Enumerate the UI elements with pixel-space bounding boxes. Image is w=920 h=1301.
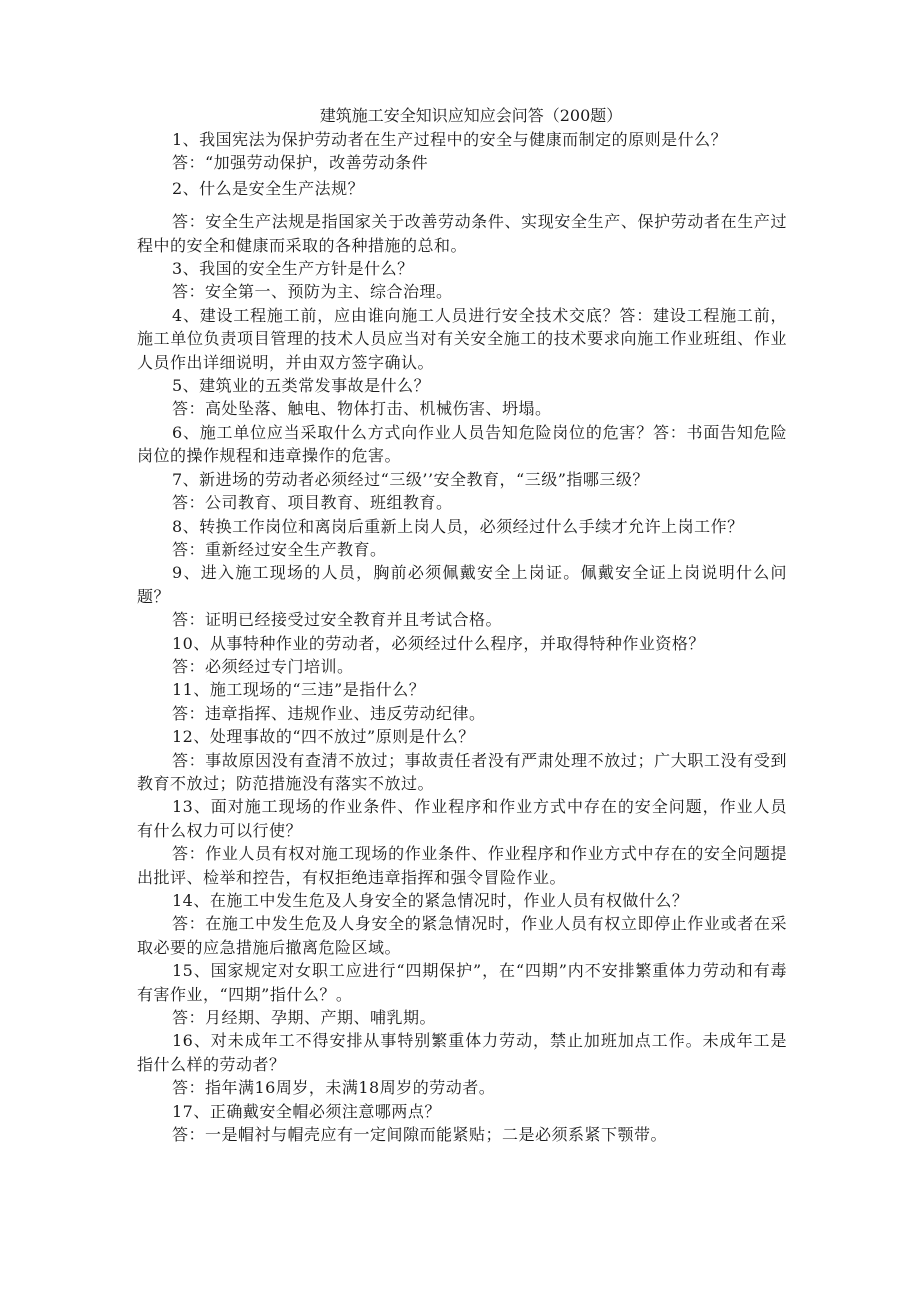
paragraph-a17: 答：一是帽衬与帽壳应有一定间隙而能紧贴；二是必须系紧下颚带。 bbox=[172, 1125, 668, 1145]
paragraph-a9: 答：证明已经接受过安全教育并且考试合格。 bbox=[172, 610, 503, 630]
paragraph-q11: 11、施工现场的“三违”是指什么？ bbox=[172, 680, 426, 700]
paragraph-a5: 答：高处坠落、触电、物体打击、机械伤害、坍塌。 bbox=[172, 399, 552, 419]
paragraph-q9: 9、进入施工现场的人员，胸前必须佩戴安全上岗证。佩戴安全证上岗说明什么问题？ bbox=[137, 563, 787, 606]
paragraph-q16: 16、对未成年工不得安排从事特别繁重体力劳动，禁止加班加点工作。未成年工是指什么样的劳动者？ bbox=[137, 1031, 787, 1074]
document-page bbox=[137, 104, 787, 1146]
paragraph-q13: 13、面对施工现场的作业条件、作业程序和作业方式中存在的安全问题，作业人员有什么权力可以行使？ bbox=[137, 797, 787, 840]
paragraph-a3: 答：安全第一、预防为主、综合治理。 bbox=[172, 282, 453, 302]
paragraph-a13: 答：作业人员有权对施工现场的作业条件、作业程序和作业方式中存在的安全问题提出批评、检举和控告，有权拒绝违章指挥和强令冒险作业。 bbox=[137, 844, 787, 887]
paragraph-q4: 4、建设工程施工前，应由谁向施工人员进行安全技术交底？答：建设工程施工前，施工单位负责项目管理的技术人员应当对有关安全施工的技术要求向施工作业班组、作业人员作出详细说明，并由双方签字确认。 bbox=[137, 305, 787, 372]
paragraph-a12: 答：事故原因没有查清不放过；事故责任者没有严肃处理不放过；广大职工没有受到教育不放过；防范措施没有落实不放过。 bbox=[137, 750, 787, 793]
paragraph-a11: 答：违章指挥、违规作业、违反劳动纪律。 bbox=[172, 703, 486, 723]
paragraph-a16: 答：指年满16周岁，未满18周岁的劳动者。 bbox=[172, 1078, 496, 1098]
paragraph-q5: 5、建筑业的五类常发事故是什么？ bbox=[172, 376, 431, 396]
paragraph-q15: 15、国家规定对女职工应进行“四期保护”，在“四期”内不安排繁重体力劳动和有毒有害作业，“四期”指什么？。 bbox=[137, 961, 787, 1004]
paragraph-q2: 2、什么是安全生产法规？ bbox=[172, 178, 365, 198]
paragraph-a7: 答：公司教育、项目教育、班组教育。 bbox=[172, 493, 453, 513]
paragraph-q8: 8、转换工作岗位和离岗后重新上岗人员，必须经过什么手续才允许上岗工作？ bbox=[172, 516, 744, 536]
paragraph-a15: 答：月经期、孕期、产期、哺乳期。 bbox=[172, 1008, 437, 1028]
paragraph-a1: 答：“加强劳动保护，改善劳动条件 bbox=[172, 153, 429, 173]
paragraph-q7: 7、新进场的劳动者必须经过“三级’’安全教育，“三级”指哪三级？ bbox=[172, 469, 649, 489]
document-title: 建筑施工安全知识应知应会问答（200题） bbox=[319, 106, 623, 125]
paragraph-q6: 6、施工单位应当采取什么方式向作业人员告知危险岗位的危害？答：书面告知危险岗位的操作规程和违章操作的危害。 bbox=[137, 422, 787, 466]
paragraph-a14: 答：在施工中发生危及人身安全的紧急情况时，作业人员有权立即停止作业或者在采取必要的应急措施后撤离危险区域。 bbox=[137, 914, 787, 957]
paragraph-q12: 12、处理事故的“四不放过”原则是什么？ bbox=[172, 727, 475, 747]
paragraph-a2: 答：安全生产法规是指国家关于改善劳动条件、实现安全生产、保护劳动者在生产过程中的安全和健康而采取的各种措施的总和。 bbox=[137, 212, 787, 255]
paragraph-a8: 答：重新经过安全生产教育。 bbox=[172, 539, 387, 559]
paragraph-a10: 答：必须经过专门培训。 bbox=[172, 656, 354, 676]
paragraph-q1: 1、我国宪法为保护劳动者在生产过程中的安全与健康而制定的原则是什么？ bbox=[172, 130, 728, 149]
paragraph-q14: 14、在施工中发生危及人身安全的紧急情况时，作业人员有权做什么？ bbox=[172, 891, 689, 910]
paragraph-q3: 3、我国的安全生产方针是什么？ bbox=[172, 259, 414, 279]
paragraph-q17: 17、正确戴安全帽必须注意哪两点？ bbox=[172, 1101, 441, 1121]
paragraph-q10: 10、从事特种作业的劳动者，必须经过什么程序，并取得特种作业资格？ bbox=[172, 633, 705, 653]
